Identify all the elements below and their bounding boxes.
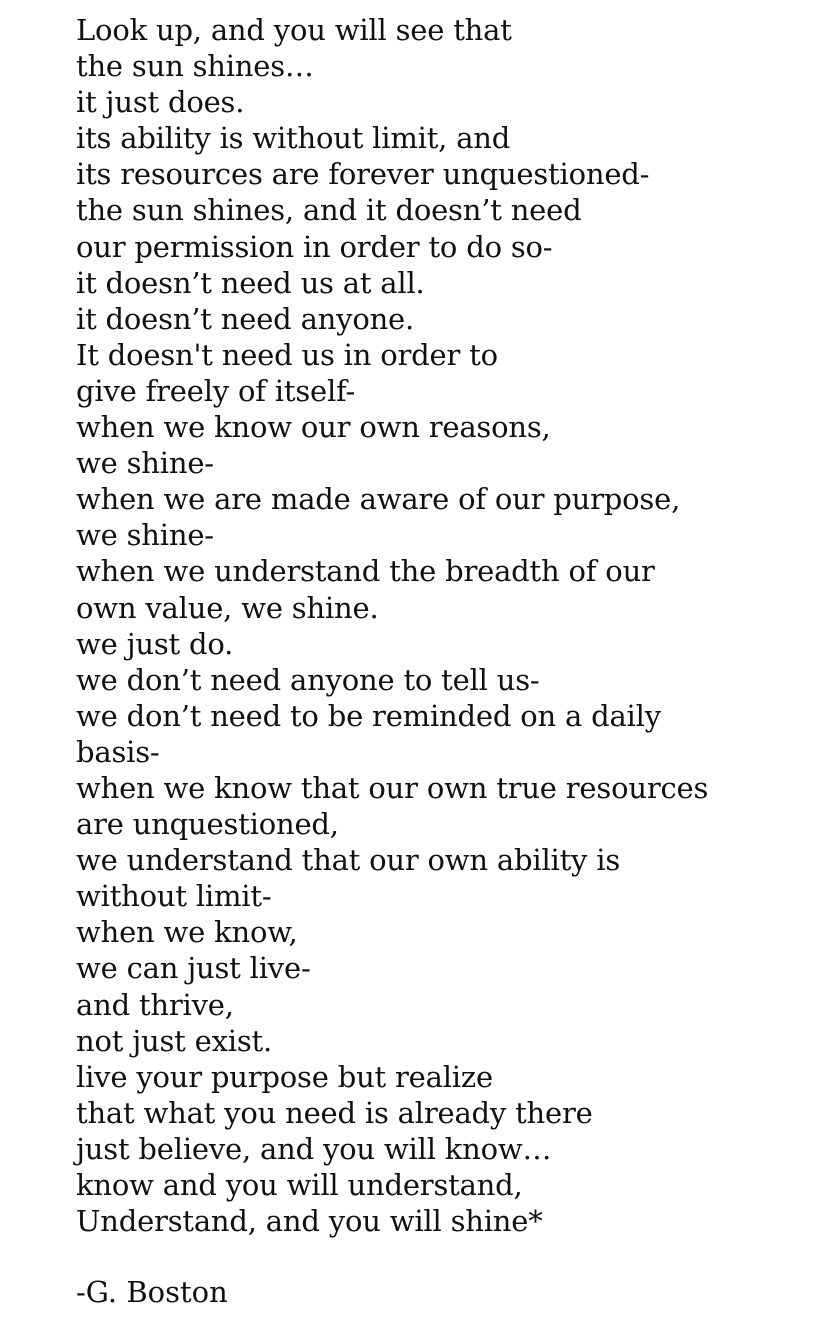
poem-line: its ability is without limit, and (76, 121, 511, 156)
poem-line: give freely of itself- (76, 373, 356, 408)
poem-line: that what you need is already there (76, 1095, 593, 1130)
poem-line: just believe, and you will know… (76, 1131, 552, 1166)
poem-line: we can just live- (76, 951, 311, 986)
poem-line: it doesn’t need anyone. (76, 301, 415, 336)
poem-line: when we understand the breadth of our (76, 554, 655, 589)
poem-line: when we are made aware of our purpose, (76, 482, 681, 517)
poem-line: when we know, (76, 915, 298, 950)
poem-line: It doesn't need us in order to (76, 337, 498, 372)
poem-line: we don’t need anyone to tell us- (76, 662, 540, 697)
poem-line: are unquestioned, (76, 807, 339, 842)
poem-line: we shine- (76, 446, 214, 481)
poem-line: we shine- (76, 518, 214, 553)
poem-line: when we know that our own true resources (76, 770, 709, 805)
poem-line: not just exist. (76, 1023, 272, 1058)
poem-line: the sun shines, and it doesn’t need (76, 193, 582, 228)
poem-line: our permission in order to do so- (76, 229, 553, 264)
poem-line: we don’t need to be reminded on a daily (76, 698, 661, 733)
poem-line: when we know our own reasons, (76, 410, 551, 445)
poem-signature: -G. Boston (76, 1275, 228, 1309)
poem-line: without limit- (76, 879, 272, 914)
poem-line: and thrive, (76, 987, 234, 1022)
poem-line: own value, we shine. (76, 590, 379, 625)
poem-line: it just does. (76, 85, 245, 120)
poem-line: know and you will understand, (76, 1168, 523, 1202)
poem-line: we understand that our own ability is (76, 843, 621, 878)
poem-line: live your purpose but realize (76, 1059, 493, 1094)
poem-body (76, 12, 816, 1239)
poem-line: Understand, and you will shine* (76, 1204, 543, 1239)
poem-line: it doesn’t need us at all. (76, 265, 425, 300)
poem-line: its resources are forever unquestioned- (76, 157, 650, 192)
poem-line: we just do. (76, 626, 234, 661)
poem-line: Look up, and you will see that (76, 13, 512, 47)
poem-line: basis- (76, 734, 160, 769)
poem-line: the sun shines… (76, 49, 314, 84)
